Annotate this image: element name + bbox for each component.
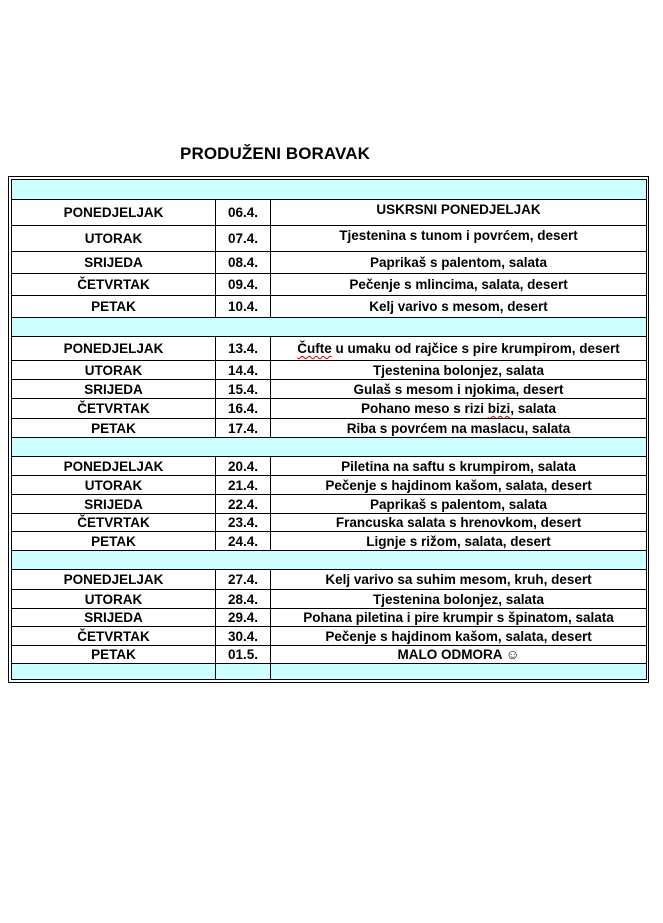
meal-cell: Tjestenina bolonjez, salata	[271, 590, 647, 609]
date-cell: 27.4.	[216, 570, 271, 590]
table-row	[12, 200, 647, 226]
table-row	[12, 274, 647, 296]
day-cell: ČETVRTAK	[12, 399, 216, 419]
meal-cell	[271, 399, 647, 419]
table-row	[12, 252, 647, 274]
separator-cell	[12, 180, 647, 200]
separator-cell	[12, 438, 647, 457]
day-cell: SRIJEDA	[12, 380, 216, 399]
date-cell: 13.4.	[216, 337, 271, 361]
table-row	[12, 226, 647, 252]
table-row	[12, 476, 647, 495]
menu-table	[11, 179, 647, 680]
date-cell: 22.4.	[216, 495, 271, 514]
date-cell: 07.4.	[216, 226, 271, 252]
table-row	[12, 380, 647, 399]
spellcheck-word: Čufte	[297, 341, 332, 356]
table-row	[12, 627, 647, 646]
date-cell: 14.4.	[216, 361, 271, 380]
table-row	[12, 296, 647, 318]
meal-cell	[271, 337, 647, 361]
table-row	[12, 495, 647, 514]
date-cell: 21.4.	[216, 476, 271, 495]
table-row	[12, 532, 647, 551]
day-cell: SRIJEDA	[12, 495, 216, 514]
date-cell: 16.4.	[216, 399, 271, 419]
separator-cell	[12, 318, 647, 337]
date-cell: 30.4.	[216, 627, 271, 646]
meal-cell: USKRSNI PONEDJELJAK	[271, 200, 647, 226]
table-row	[12, 361, 647, 380]
day-cell: PETAK	[12, 646, 216, 664]
meal-cell: Paprikaš s palentom, salata	[271, 495, 647, 514]
meal-cell: Riba s povrćem na maslacu, salata	[271, 419, 647, 438]
table-row	[12, 337, 647, 361]
day-cell: UTORAK	[12, 361, 216, 380]
day-cell: ČETVRTAK	[12, 514, 216, 532]
meal-cell: MALO ODMORA ☺	[271, 646, 647, 664]
meal-text: u umaku od rajčice s pire krumpirom, desert	[331, 341, 620, 356]
meal-cell: Pohana piletina i pire krumpir s špinatom, salata	[271, 609, 647, 627]
day-cell: ČETVRTAK	[12, 627, 216, 646]
week-separator-row	[12, 318, 647, 337]
footer-cell	[12, 664, 216, 680]
footer-cell	[216, 664, 271, 680]
meal-cell: Kelj varivo s mesom, desert	[271, 296, 647, 318]
date-cell: 08.4.	[216, 252, 271, 274]
day-cell: ČETVRTAK	[12, 274, 216, 296]
meal-cell: Piletina na saftu s krumpirom, salata	[271, 457, 647, 476]
day-cell: PETAK	[12, 419, 216, 438]
date-cell: 24.4.	[216, 532, 271, 551]
meal-cell: Paprikaš s palentom, salata	[271, 252, 647, 274]
meal-cell: Pečenje s hajdinom kašom, salata, desert	[271, 476, 647, 495]
meal-cell: Kelj varivo sa suhim mesom, kruh, desert	[271, 570, 647, 590]
day-cell: PETAK	[12, 296, 216, 318]
date-cell: 20.4.	[216, 457, 271, 476]
day-cell: PONEDJELJAK	[12, 200, 216, 226]
footer-cell	[271, 664, 647, 680]
spellcheck-word: bizi	[487, 401, 511, 416]
date-cell: 06.4.	[216, 200, 271, 226]
meal-cell: Pečenje s mlincima, salata, desert	[271, 274, 647, 296]
meal-cell: Tjestenina bolonjez, salata	[271, 361, 647, 380]
table-row	[12, 399, 647, 419]
day-cell: UTORAK	[12, 226, 216, 252]
page-title: PRODUŽENI BORAVAK	[180, 144, 370, 163]
table-row	[12, 609, 647, 627]
separator-cell	[12, 551, 647, 570]
date-cell: 15.4.	[216, 380, 271, 399]
week-separator-row	[12, 551, 647, 570]
date-cell: 10.4.	[216, 296, 271, 318]
week-separator-row	[12, 438, 647, 457]
table-row	[12, 514, 647, 532]
day-cell: UTORAK	[12, 590, 216, 609]
table-row	[12, 570, 647, 590]
day-cell: UTORAK	[12, 476, 216, 495]
meal-text: Pohano meso s rizi	[360, 401, 488, 416]
table-row	[12, 590, 647, 609]
table-row	[12, 457, 647, 476]
meal-cell: Pečenje s hajdinom kašom, salata, desert	[271, 627, 647, 646]
meal-cell: Lignje s rižom, salata, desert	[271, 532, 647, 551]
day-cell: SRIJEDA	[12, 252, 216, 274]
table-row	[12, 646, 647, 664]
date-cell: 28.4.	[216, 590, 271, 609]
day-cell: PONEDJELJAK	[12, 337, 216, 361]
date-cell: 01.5.	[216, 646, 271, 664]
table-footer-row	[12, 664, 647, 680]
week-separator-row	[12, 180, 647, 200]
day-cell: PETAK	[12, 532, 216, 551]
date-cell: 09.4.	[216, 274, 271, 296]
table-row	[12, 419, 647, 438]
meal-text: , salata	[510, 401, 557, 416]
date-cell: 29.4.	[216, 609, 271, 627]
date-cell: 23.4.	[216, 514, 271, 532]
meal-cell: Francuska salata s hrenovkom, desert	[271, 514, 647, 532]
day-cell: PONEDJELJAK	[12, 457, 216, 476]
meal-cell: Tjestenina s tunom i povrćem, desert	[271, 226, 647, 252]
day-cell: SRIJEDA	[12, 609, 216, 627]
day-cell: PONEDJELJAK	[12, 570, 216, 590]
menu-table-frame	[8, 176, 649, 683]
meal-cell: Gulaš s mesom i njokima, desert	[271, 380, 647, 399]
date-cell: 17.4.	[216, 419, 271, 438]
